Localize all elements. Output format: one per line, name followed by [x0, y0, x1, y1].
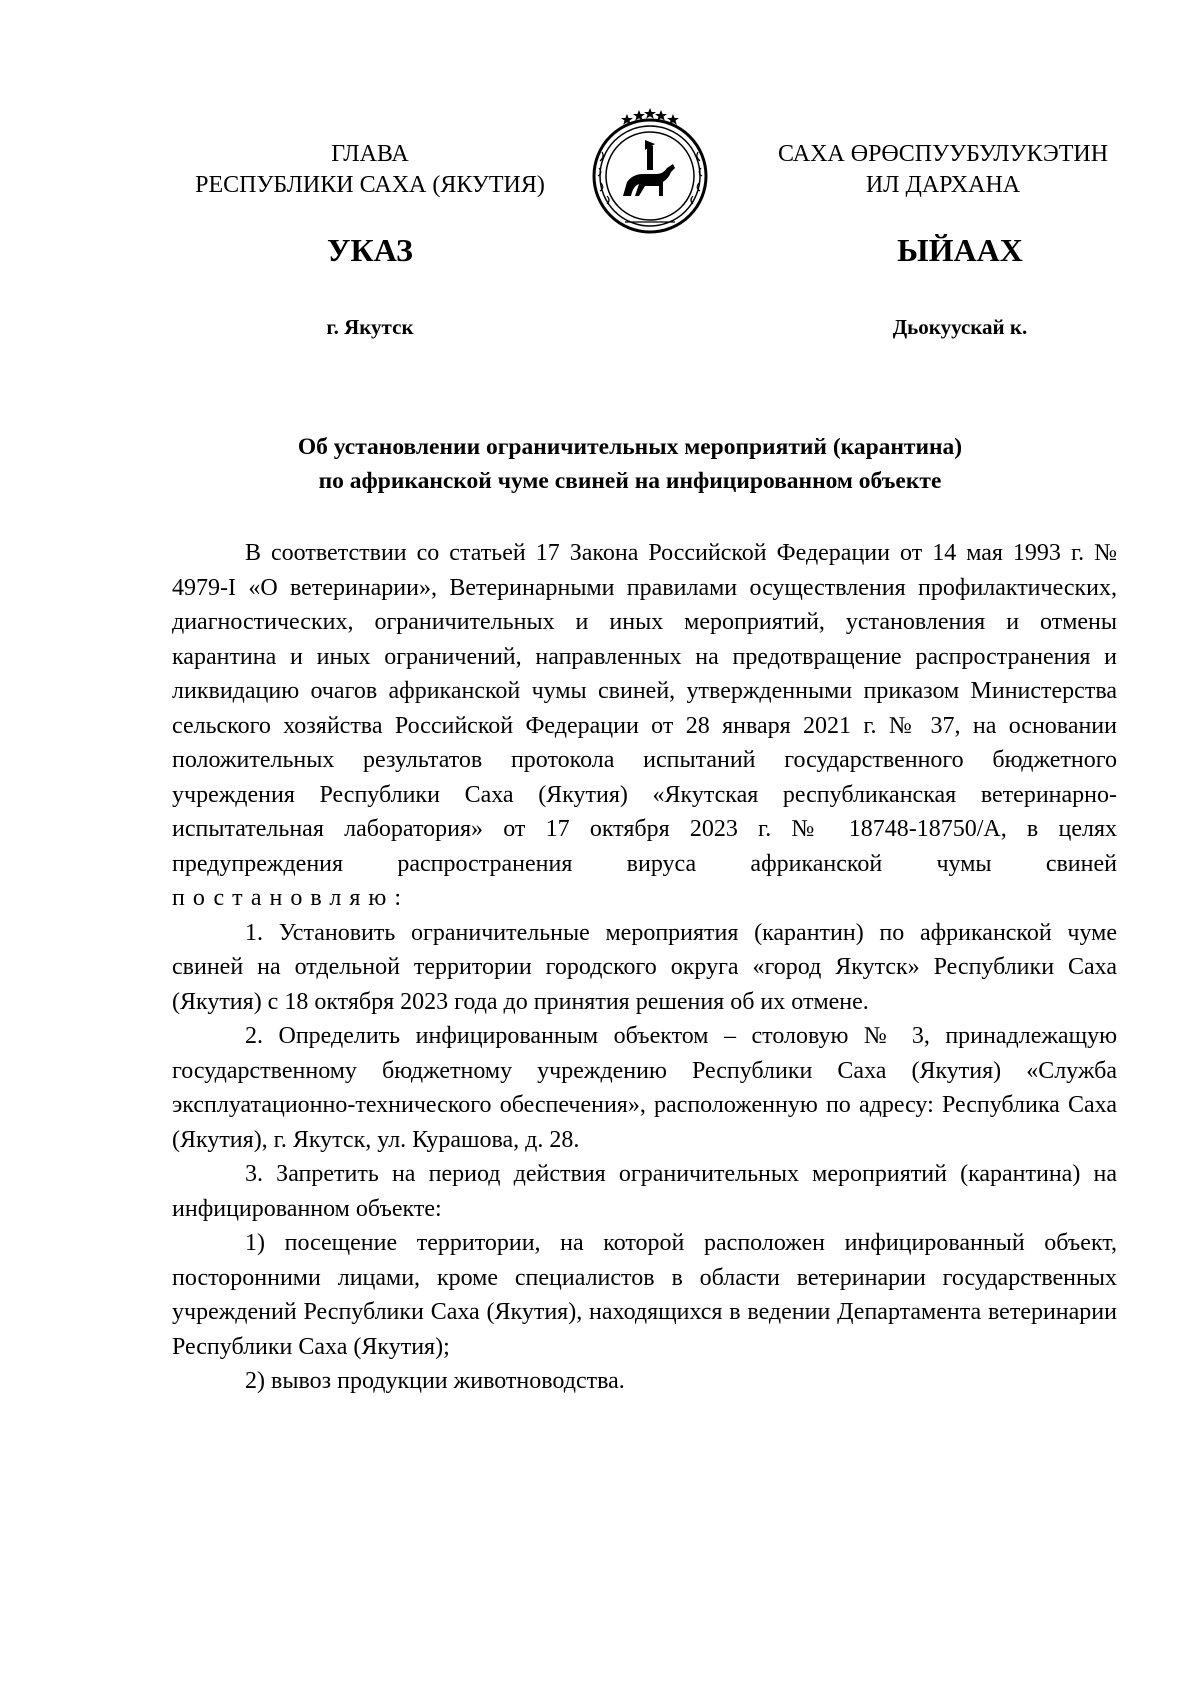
header-left-line1: ГЛАВА: [331, 141, 409, 167]
header-left: [160, 139, 580, 201]
coat-of-arms-icon: [585, 106, 715, 236]
document-body: [172, 536, 1117, 1399]
header-right: [748, 139, 1138, 201]
decree-label-ru: УКАЗ: [327, 232, 413, 268]
decree-word: постановляю:: [172, 885, 409, 911]
decree-label-sakha: ЫЙААХ: [897, 232, 1023, 268]
paragraph-item-2: 2. Определить инфицированным объектом – столовую № 3, принадлежащую государственному бюджетному учреждению Республики Саха (Якутия) «Служба эксплуатационно-технического обеспечения», расположенную по адресу: Республика Саха (Якутия), г. Якутск, ул. Курашова, д. 28.: [172, 1023, 1117, 1153]
paragraph-preamble: [172, 536, 1117, 916]
title-line2: по африканской чуме свиней на инфицированном объекте: [318, 468, 942, 494]
city-ru: г. Якутск: [326, 315, 414, 339]
header-left-line2: РЕСПУБЛИКИ САХА (ЯКУТИЯ): [195, 172, 545, 198]
paragraph-subitem-2: 2) вывоз продукции животноводства.: [245, 1368, 625, 1394]
paragraph-item-1: 1. Установить ограничительные мероприятия (карантин) по африканской чуме свиней на отдельной территории городского округа «город Якутск» Республики Саха (Якутия) с 18 октября 2023 года до принятия решения об их отмене.: [172, 919, 1117, 1015]
document-title: [160, 430, 1100, 498]
header-right-line1: САХА ӨРӨСПУУБУЛУКЭТИН: [777, 141, 1109, 167]
city-sakha: Дьокуускай к.: [892, 315, 1028, 339]
header-right-line2: ИЛ ДАРХАНА: [865, 172, 1021, 198]
paragraph-item-3: 3. Запретить на период действия ограничительных мероприятий (карантина) на инфицированном объекте:: [172, 1161, 1117, 1222]
preamble-text: В соответствии со статьей 17 Закона Российской Федерации от 14 мая 1993 г. № 4979-I «О ветеринарии», Ветеринарными правилами осуществления профилактических, диагностических, ограничительных и иных мероприятий, установления и отмены карантина и иных ограничений, направленных на предотвращение распространения и ликвидацию очагов африканской чумы свиней, утвержденными приказом Министерства сельского хозяйства Российской Федерации от 28 января 2021 г. № 37, на основании положительных результатов протокола испытаний государственного бюджетного учреждения Республики Саха (Якутия) «Якутская республиканская ветеринарно-испытательная лаборатория» от 17 октября 2023 г. № 18748-18750/А, в целях предупреждения распространения вируса африканской чумы свиней: [172, 540, 1117, 877]
paragraph-subitem-1: 1) посещение территории, на которой расположен инфицированный объект, посторонними лицами, кроме специалистов в области ветеринарии государственных учреждений Республики Саха (Якутия), находящихся в ведении Департамента ветеринарии Республики Саха (Якутия);: [172, 1230, 1117, 1360]
title-line1: Об установлении ограничительных мероприятий (карантина): [297, 434, 963, 460]
